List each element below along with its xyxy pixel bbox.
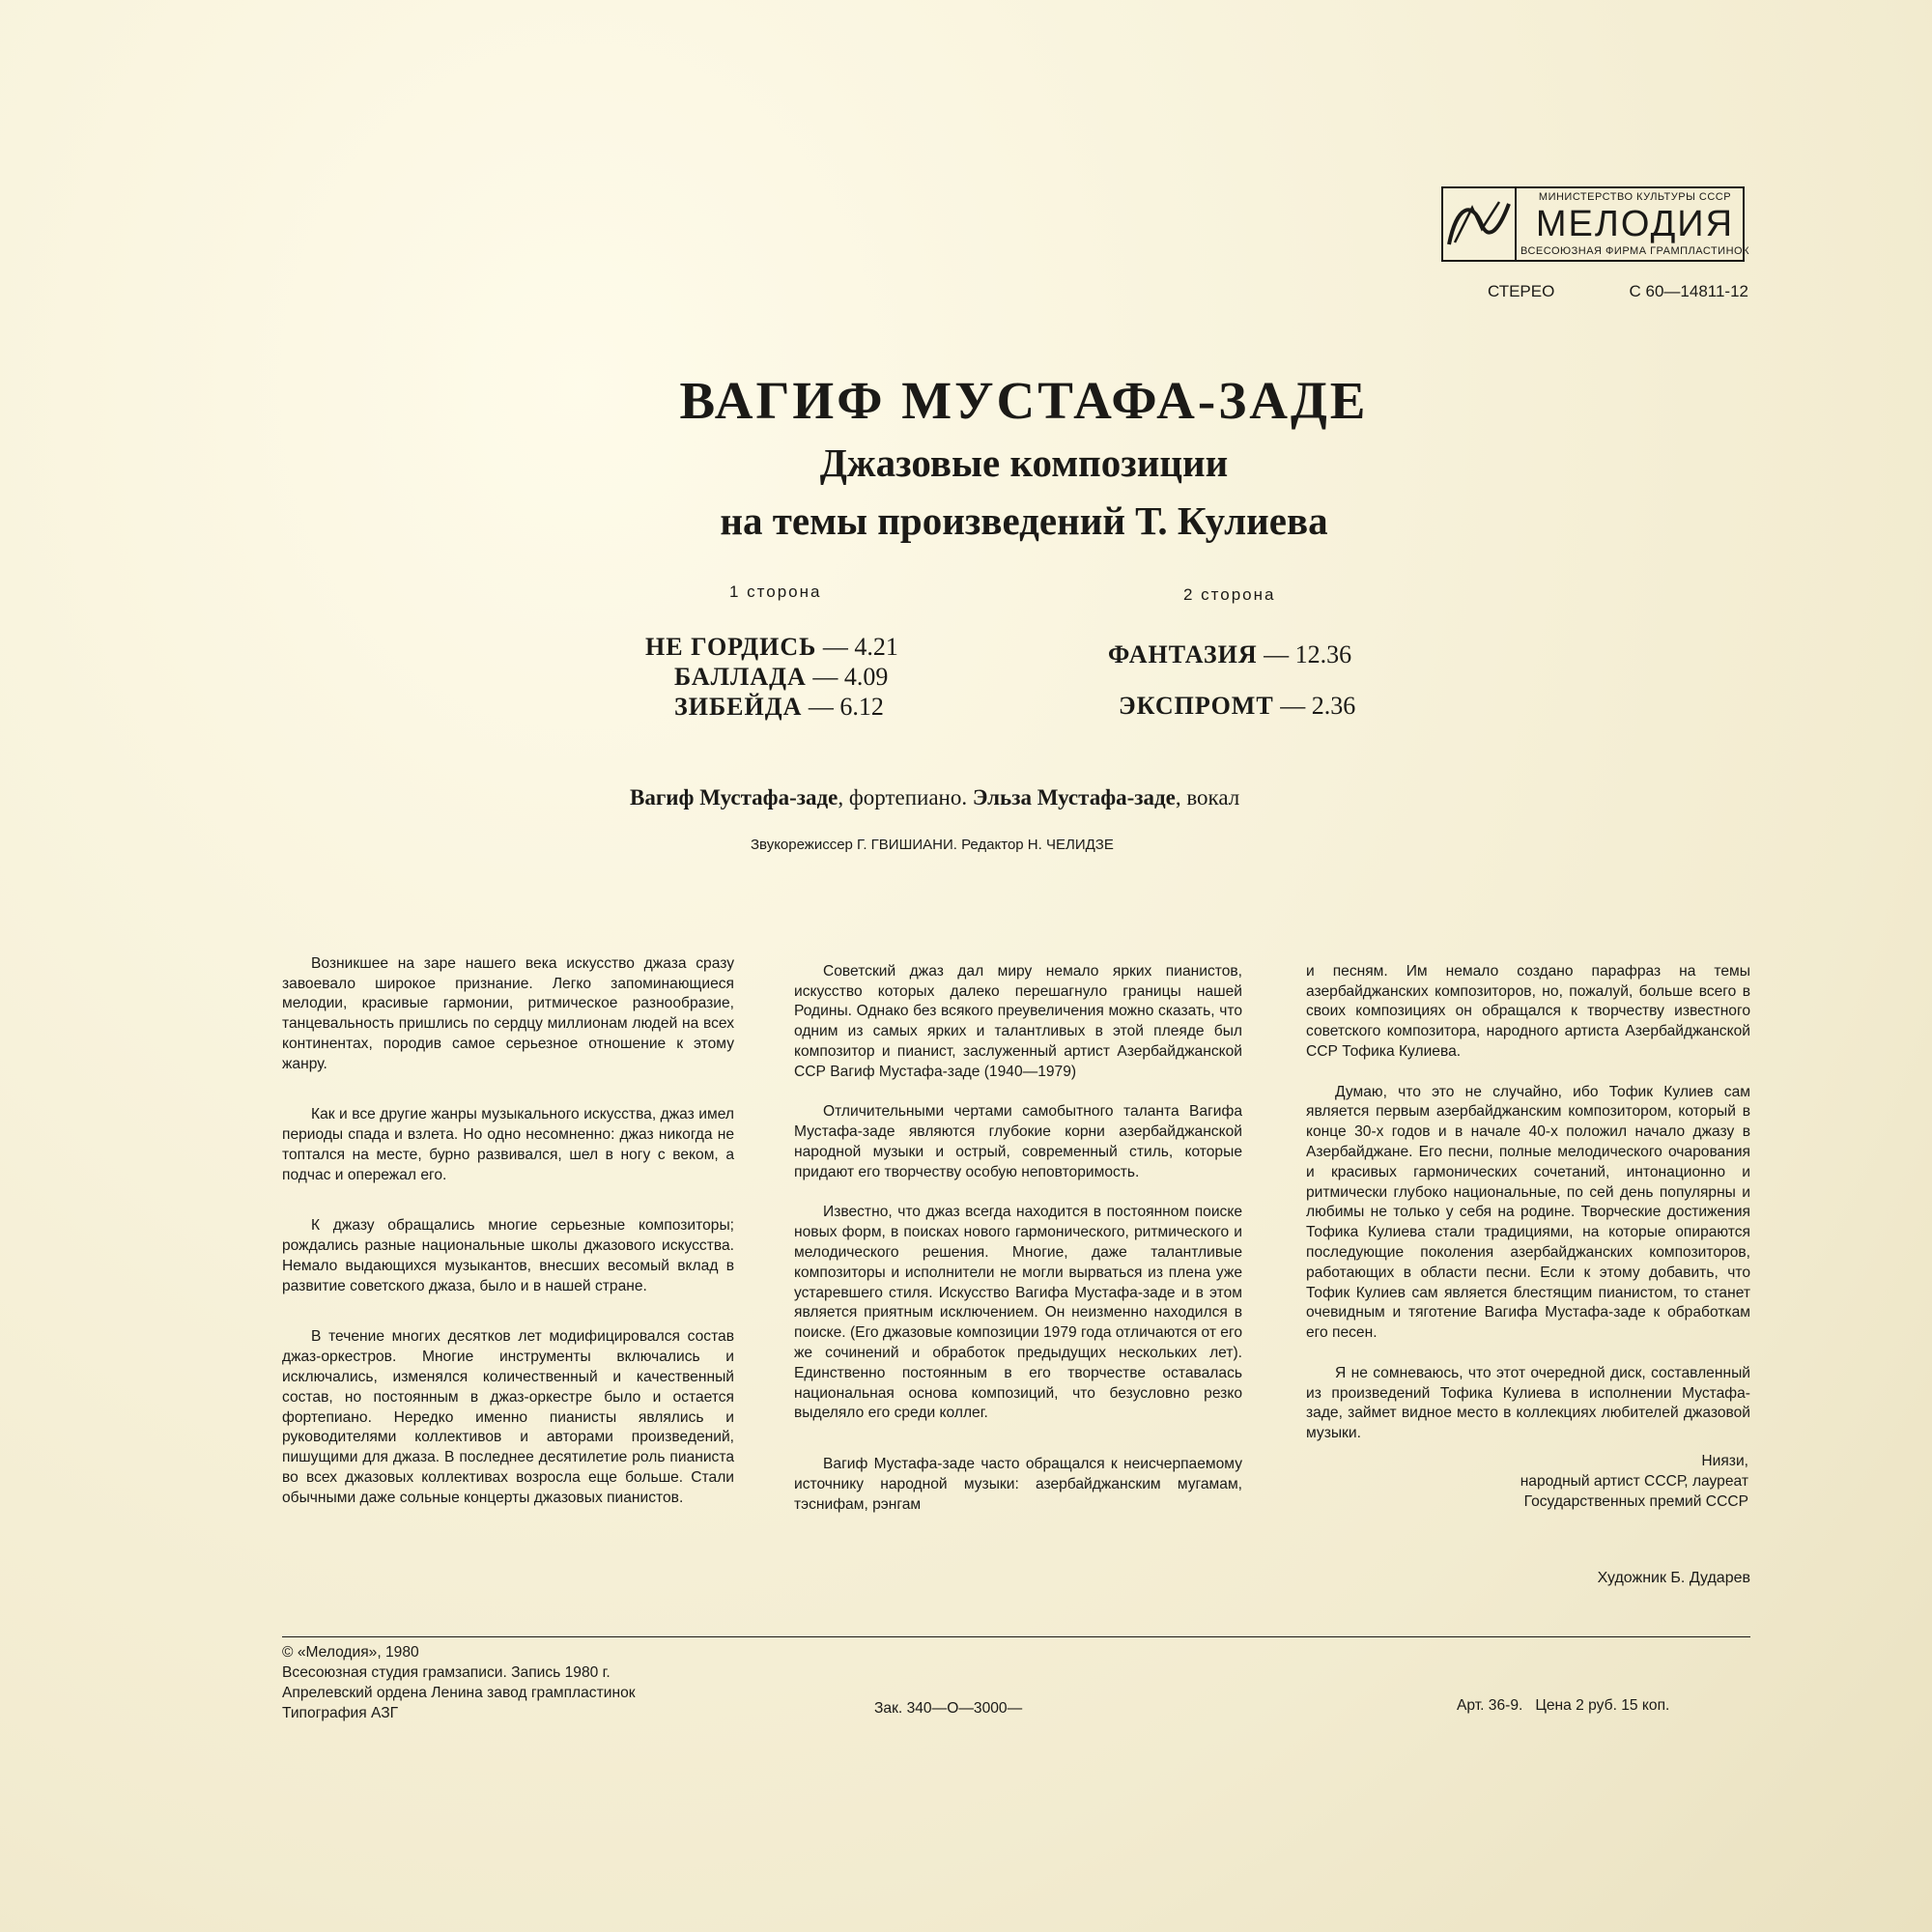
paragraph: Как и все другие жанры музыкального искусства, джаз имел периоды спада и взлета. Но одно несомненно: джаз никогда не топтался на месте, бурно развивался, шел в ногу с веком, а подчас и опережал его.	[282, 1106, 734, 1183]
copyright: © «Мелодия», 1980	[282, 1644, 419, 1661]
artist-title: ВАГИФ МУСТАФА-ЗАДЕ	[679, 371, 1369, 430]
footer-imprint	[282, 1642, 636, 1723]
footer-divider	[282, 1636, 1750, 1637]
melodiya-emblem-icon	[1443, 188, 1517, 260]
subtitle-line-1: Джазовые композиции	[819, 440, 1229, 485]
paragraph: Возникшее на заре нашего века искусство джаза сразу завоевало широкое признание. Легко запоминающиеся мелодии, красивые гармонии, ритмическое разнообразие, танцевальность пришлись по сердцу миллионам людей на всех континентах, породив самое серьезное отношение к этому жанру.	[282, 954, 734, 1072]
liner-notes-column-3	[1306, 942, 1750, 1475]
order-number: Зак. 340—О—3000—	[874, 1700, 1023, 1717]
paragraph: и песням. Им немало создано парафраз на темы азербайджанских композиторов, но, пожалуй, больше всего в своих композициях он обращался к творчеству известного советского композитора, народного артиста Азербайджанской ССР Тофика Кулиева.	[1306, 962, 1750, 1060]
melodiya-logo	[1441, 186, 1749, 262]
author-title-1: народный артист СССР, лауреат	[1520, 1473, 1748, 1490]
paragraph: Известно, что джаз всегда находится в постоянном поиске новых форм, в поисках нового гармонического, ритмического и мелодического решения. Многие, даже талантливые композиторы и исполнители не могли вырваться из плена уже устаревшего стиля. Искусство Вагифа Мустафа-заде и в этом является приятным исключением. Он неизменно находился в поиске. (Его джазовые композиции 1979 года отличаются от его же сочинений и обработок предыдущих нескольких лет). Единственно постоянным в его творчестве оставалась национальная основа композиций, что безусловно резко выделяло его среди коллег.	[794, 1204, 1242, 1422]
track-ekspromt: ЭКСПРОМТ — 2.36	[1119, 692, 1356, 720]
logo-bottom-line: ВСЕСОЮЗНАЯ ФИРМА ГРАМПЛАСТИНОК	[1520, 245, 1749, 257]
performers-line: Вагиф Мустафа-заде, фортепиано. Эльза Мустафа-заде, вокал	[630, 785, 1240, 810]
side-2-label: 2 сторона	[1183, 585, 1276, 604]
catalog-info	[1488, 282, 1748, 301]
author-name: Ниязи,	[1701, 1453, 1748, 1469]
paragraph: Думаю, что это не случайно, ибо Тофик Кулиев сам является первым азербайджанским композитором, который в конце 30-х годов и в начале 40-х положил начало джазу в Азербайджане. Его песни, полные мелодического очарования и красивых гармонических сочетаний, интонационно и ритмически глубоко национальные, по сей день популярны и любимы не только у себя на родине. Творческие достижения Тофика Кулиева стали традициями, на которые опираются последующие поколения азербайджанских композиторов, работающих в области песни. Если к этому добавить, что Тофик Кулиев сам является блестящим пианистом, то станет очевидным и тяготение Вагифа Мустафа-заде к обработкам его песен.	[1306, 1083, 1750, 1342]
logo-top-line: МИНИСТЕРСТВО КУЛЬТУРЫ СССР	[1538, 191, 1732, 203]
printer-line: Типография АЗГ	[282, 1705, 399, 1721]
side-1-label: 1 сторона	[729, 582, 822, 601]
stereo-label: СТЕРЕО	[1488, 282, 1555, 300]
logo-brand: МЕЛОДИЯ	[1535, 204, 1735, 244]
liner-notes-column-2	[794, 942, 1242, 1546]
subtitle-line-2: на темы произведений Т. Кулиева	[720, 498, 1328, 543]
paragraph: Советский джаз дал миру немало ярких пианистов, искусство которых далеко перешагнуло границы нашей Родины. Однако без всякого преувеличения можно сказать, что одним из самых ярких и талантливых в этой плеяде был композитор и пианист, заслуженный артист Азербайджанской ССР Вагиф Мустафа-заде (1940—1979)	[794, 962, 1242, 1080]
factory-line: Апрелевский ордена Ленина завод грампластинок	[282, 1685, 636, 1701]
paragraph: Отличительными чертами самобытного таланта Вагифа Мустафа-заде являются глубокие корни азербайджанской народной музыки и острый, современный стиль, которые придают его творчеству особую неповторимость.	[794, 1103, 1242, 1180]
production-credits: Звукорежиссер Г. ГВИШИАНИ. Редактор Н. ЧЕЛИДЗЕ	[751, 837, 1114, 853]
liner-notes-column-1	[282, 934, 734, 1539]
track-ne-gordis: НЕ ГОРДИСЬ — 4.21	[645, 633, 898, 661]
track-zibeyda: ЗИБЕЙДА — 6.12	[674, 693, 884, 721]
track-fantaziya: ФАНТАЗИЯ — 12.36	[1108, 640, 1352, 668]
price-line: Арт. 36-9. Цена 2 руб. 15 коп.	[1457, 1697, 1670, 1714]
cover-artist-credit: Художник Б. Дударев	[1597, 1570, 1750, 1586]
author-signature	[1430, 1451, 1748, 1512]
catalog-number: С 60—14811-12	[1629, 282, 1748, 300]
paragraph: Вагиф Мустафа-заде часто обращался к неисчерпаемому источнику народной музыки: азербайджанским мугамам, тэснифам, рэнгам	[794, 1455, 1242, 1513]
paragraph: В течение многих десятков лет модифицировался состав джаз-оркестров. Многие инструменты включались и исключались, изменялся количественный и качественный состав, но постоянным в джаз-оркестре было и остается фортепиано. Нередко именно пианисты являлись и руководителями коллективов и авторами произведений, пишущими для джаза. В последнее десятилетие роль пианиста во всех джазовых коллективах возросла еще больше. Стали обычными даже сольные концерты джазовых пианистов.	[282, 1328, 734, 1506]
track-ballada: БАЛЛАДА — 4.09	[674, 663, 889, 691]
studio-line: Всесоюзная студия грамзаписи. Запись 1980 г.	[282, 1664, 611, 1681]
author-title-2: Государственных премий СССР	[1523, 1493, 1748, 1510]
paragraph: Я не сомневаюсь, что этот очередной диск, составленный из произведений Тофика Кулиева в исполнении Мустафа-заде, займет видное место в коллекциях любителей джазовой музыки.	[1306, 1364, 1750, 1442]
paragraph: К джазу обращались многие серьезные композиторы; рождались разные национальные школы джазового искусства. Немало выдающихся музыкантов, внесших весомый вклад в развитие советского джаза, было и в нашей стране.	[282, 1217, 734, 1294]
